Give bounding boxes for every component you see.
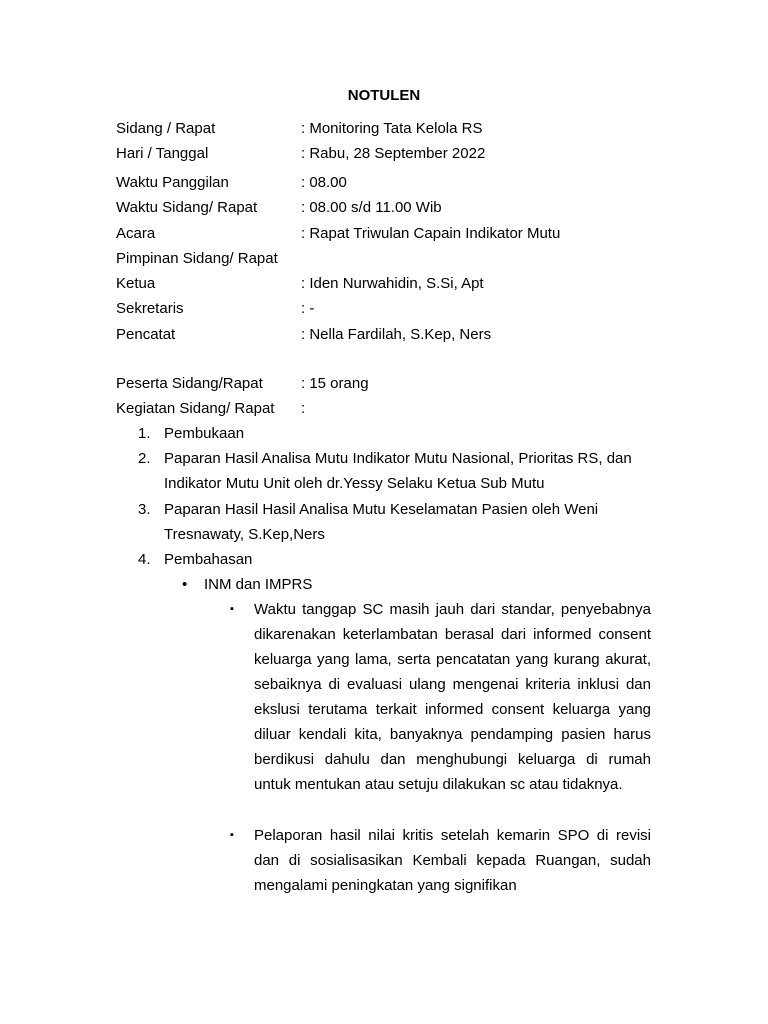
document-title: NOTULEN bbox=[347, 87, 421, 104]
meta-value: : Rabu, 28 September 2022 bbox=[301, 145, 486, 162]
meta-label: Hari / Tanggal bbox=[116, 145, 209, 162]
agenda-text: Paparan Hasil Analisa Mutu Indikator Mutu Nasional, Prioritas RS, dan Indikator Mutu Unit oleh dr.Yessy Selaku Ketua Sub Mutu bbox=[164, 450, 632, 492]
meta-row-peserta bbox=[116, 375, 676, 393]
meta-value: : 08.00 bbox=[301, 174, 347, 191]
square-bullet-icon: ▪ bbox=[230, 829, 234, 841]
meta-row-acara bbox=[116, 225, 676, 243]
agenda-number: 4. bbox=[138, 551, 151, 568]
meta-row-hari bbox=[116, 145, 676, 163]
meta-label: Kegiatan Sidang/ Rapat bbox=[116, 400, 275, 417]
meta-value: : Monitoring Tata Kelola RS bbox=[301, 120, 483, 137]
meta-value: : Iden Nurwahidin, S.Si, Apt bbox=[301, 275, 484, 292]
meta-value: : Rapat Triwulan Capain Indikator Mutu bbox=[301, 225, 561, 242]
meta-value: : Nella Fardilah, S.Kep, Ners bbox=[301, 326, 492, 343]
meta-row-waktu-sidang bbox=[116, 199, 676, 217]
agenda-number: 1. bbox=[138, 425, 151, 442]
meta-label: Sidang / Rapat bbox=[116, 120, 216, 137]
meta-value: : bbox=[301, 400, 306, 417]
meta-label: Waktu Sidang/ Rapat bbox=[116, 199, 258, 216]
meta-value: : 15 orang bbox=[301, 375, 369, 392]
agenda-number: 2. bbox=[138, 450, 151, 467]
discussion-point-text: Pelaporan hasil nilai kritis setelah kemarin SPO di revisi dan di sosialisasikan Kembali kepada Ruangan, sudah mengalami peningkatan yang signifikan bbox=[254, 827, 651, 894]
meta-value: : 08.00 s/d 11.00 Wib bbox=[301, 199, 442, 216]
agenda-number: 3. bbox=[138, 501, 151, 518]
meta-row-sidang bbox=[116, 120, 676, 138]
meta-row-sekretaris bbox=[116, 300, 676, 318]
meta-row-waktu-panggilan bbox=[116, 174, 676, 192]
meta-label: Ketua bbox=[116, 275, 156, 292]
meta-label: Waktu Panggilan bbox=[116, 174, 229, 191]
meta-value: : - bbox=[301, 300, 315, 317]
discussion-point-text: Waktu tanggap SC masih jauh dari standar, penyebabnya dikarenakan keterlambatan berasal dari informed consent keluarga yang lama, serta pencatatan yang kurang akurat, sebaiknya di evaluasi ulang mengenai kriteria inklusi dan ekslusi terutama terkait informed consent keluarga yang diluar kendali kita, banyaknya pendamping pasien harus berdikusi dahulu dan menghubungi keluarga di rumah untuk mentukan atau setuju dilakukan sc atau tidaknya. bbox=[254, 601, 651, 793]
meta-row-pimpinan bbox=[116, 250, 676, 268]
bullet-icon: • bbox=[182, 576, 188, 593]
meta-row-ketua bbox=[116, 275, 676, 293]
meta-label: Sekretaris bbox=[116, 300, 184, 317]
meta-label: Pimpinan Sidang/ Rapat bbox=[116, 250, 278, 267]
meta-label: Acara bbox=[116, 225, 156, 242]
agenda-text: Pembahasan bbox=[164, 551, 253, 568]
agenda-text: Paparan Hasil Hasil Analisa Mutu Keselamatan Pasien oleh Weni Tresnawaty, S.Kep,Ners bbox=[164, 501, 599, 543]
meta-label: Pencatat bbox=[116, 326, 176, 343]
square-bullet-icon: ▪ bbox=[230, 603, 234, 615]
agenda-text: Pembukaan bbox=[164, 425, 245, 442]
meta-row-kegiatan bbox=[116, 400, 676, 418]
meta-label: Peserta Sidang/Rapat bbox=[116, 375, 263, 392]
discussion-topic-text: INM dan IMPRS bbox=[204, 576, 313, 593]
meta-row-pencatat bbox=[116, 326, 676, 344]
